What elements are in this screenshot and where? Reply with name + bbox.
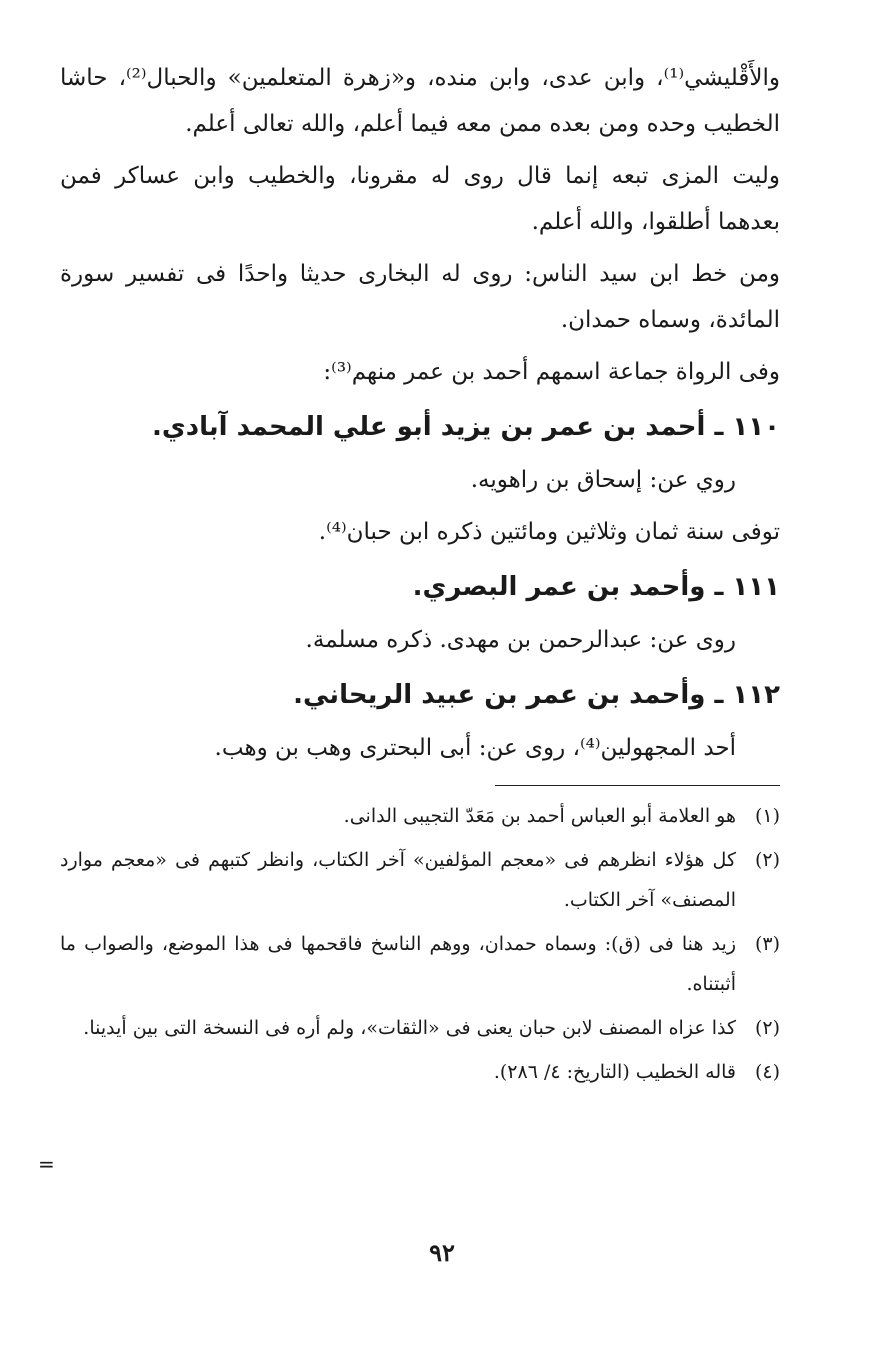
footnote-3: [60, 924, 780, 1004]
entry-111-title: ١١١ ـ وأحمد بن عمر البصري.: [412, 572, 780, 602]
entry-111-line-1: روى عن: عبدالرحمن بن مهدى. ذكره مسلمة.: [305, 627, 736, 653]
body-paragraph-4: وفى الرواة جماعة اسمهم أحمد بن عمر منهم⁽³⁾:: [323, 359, 780, 385]
entry-112-title: ١١٢ ـ وأحمد بن عمر بن عبيد الريحاني.: [293, 680, 780, 710]
body-paragraph-1: والأَقْليشي⁽¹⁾، وابن عدى، وابن منده، و«زهرة المتعلمين» والحبال⁽²⁾، حاشا الخطيب وحده ومن بعده ممن معه فيما أعلم، والله تعالى أعلم.: [60, 65, 781, 137]
continuation-mark: =: [38, 1152, 55, 1176]
footnote-number: (٣): [754, 933, 780, 955]
entry-110-line-1: روي عن: إسحاق بن راهويه.: [470, 467, 736, 493]
footnote-text: قاله الخطيب (التاريخ: ٤/ ٢٨٦).: [493, 1061, 736, 1083]
entry-110-title: ١١٠ ـ أحمد بن عمر بن يزيد أبو علي المحمد آبادي.: [152, 412, 780, 442]
footnote-separator: [495, 785, 780, 786]
body-paragraph-3: ومن خط ابن سيد الناس: روى له البخارى حديثا واحدًا فى تفسير سورة المائدة، وسماه حمدان.: [60, 261, 780, 333]
footnote-text: كذا عزاه المصنف لابن حبان يعنى فى «الثقات»، ولم أره فى النسخة التى بين أيدينا.: [83, 1017, 736, 1039]
body-paragraph-2: وليت المزى تبعه إنما قال روى له مقرونا، والخطيب وابن عساكر فمن بعدهما أطلقوا، والله أعلم.: [60, 163, 780, 235]
footnote-text: هو العلامة أبو العباس أحمد بن مَعَدّ التجيبى الدانى.: [343, 805, 736, 827]
page-number: ٩٢: [429, 1238, 455, 1267]
entry-110-line-2: توفى سنة ثمان وثلاثين ومائتين ذكره ابن حبان⁽⁴⁾.: [318, 519, 780, 545]
footnote-1: [60, 796, 780, 836]
footnote-text: زيد هنا فى (ق): وسماه حمدان، ووهم الناسخ فاقحمها فى هذا الموضع، والصواب ما أثبتناه.: [60, 933, 736, 995]
footnote-4: [60, 1008, 780, 1048]
footnote-5: [60, 1052, 780, 1092]
footnote-number: (١): [754, 805, 780, 827]
entry-112-line-1: أحد المجهولين⁽⁴⁾، روى عن: أبى البحترى وهب بن وهب.: [214, 735, 736, 761]
footnote-number: (٤): [754, 1061, 780, 1083]
footnote-number: (٢): [754, 1017, 780, 1039]
footnote-2: [60, 840, 780, 920]
footnote-number: (٢): [754, 849, 780, 871]
page-content: [60, 55, 780, 1096]
footnote-text: كل هؤلاء انظرهم فى «معجم المؤلفين» آخر الكتاب، وانظر كتبهم فى «معجم موارد المصنف» آخر الكتاب.: [60, 849, 736, 911]
